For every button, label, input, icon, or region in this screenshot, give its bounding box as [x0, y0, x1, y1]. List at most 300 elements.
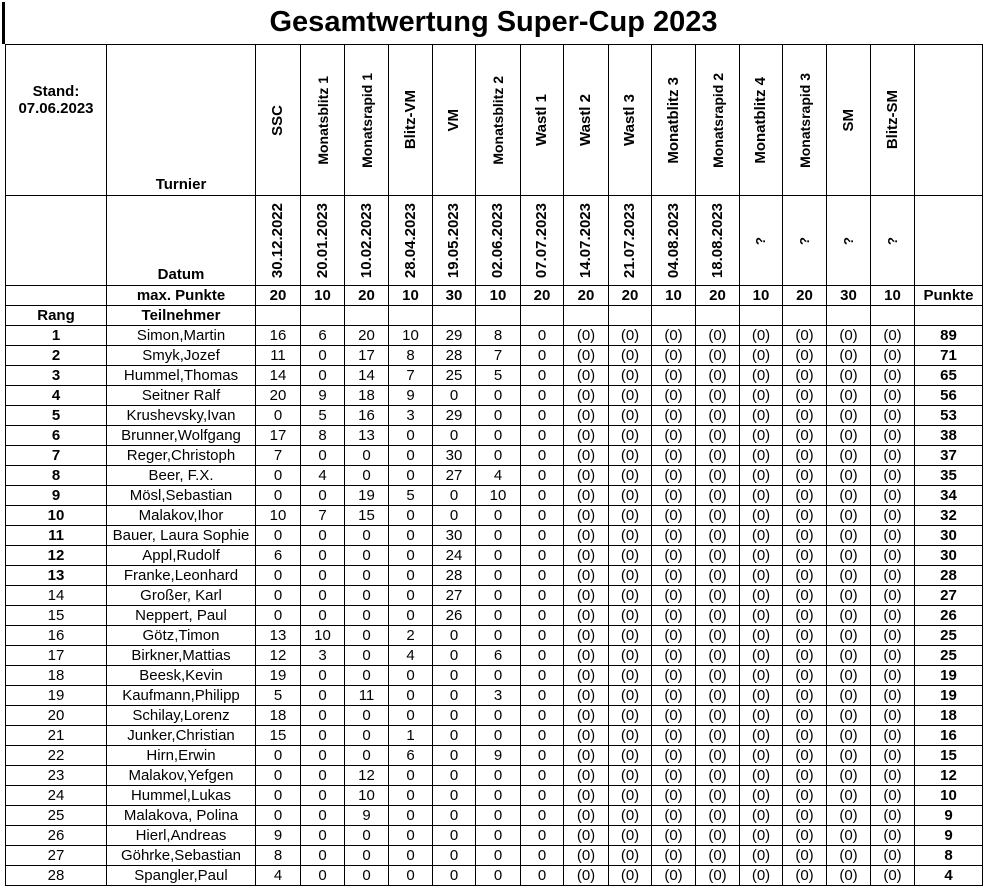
rank-cell: 26 [6, 826, 107, 846]
score-cell: 30 [433, 446, 476, 466]
score-cell: 9 [476, 746, 521, 766]
score-cell: 13 [256, 626, 301, 646]
score-cell: (0) [652, 806, 696, 826]
score-cell: (0) [827, 866, 871, 886]
tournament-date-wrap [740, 196, 782, 285]
score-cell: (0) [609, 386, 652, 406]
score-cell: 0 [476, 766, 521, 786]
score-cell: (0) [783, 846, 827, 866]
rank-cell: 6 [6, 426, 107, 446]
score-cell: 19 [256, 666, 301, 686]
score-cell: (0) [740, 846, 783, 866]
score-cell: 16 [256, 326, 301, 346]
score-cell: (0) [783, 546, 827, 566]
empty-cell [345, 306, 389, 326]
score-cell: (0) [564, 566, 609, 586]
score-cell: (0) [783, 646, 827, 666]
tournament-date-wrap [256, 196, 300, 285]
score-cell: 3 [301, 646, 345, 666]
score-cell: (0) [696, 386, 740, 406]
stand-label: Stand: [32, 83, 80, 100]
score-cell: 0 [345, 566, 389, 586]
score-cell: 25 [433, 366, 476, 386]
score-cell: (0) [827, 786, 871, 806]
score-cell: (0) [652, 666, 696, 686]
score-cell: 0 [433, 846, 476, 866]
table-row [6, 766, 983, 786]
rank-cell: 10 [6, 506, 107, 526]
tournament-date-wrap [521, 196, 563, 285]
table-row [6, 666, 983, 686]
score-cell: (0) [609, 806, 652, 826]
tournament-date-wrap [652, 196, 695, 285]
score-cell: (0) [652, 506, 696, 526]
score-cell: 0 [301, 846, 345, 866]
tournament-date: ? [884, 236, 900, 245]
score-cell: 0 [256, 526, 301, 546]
tournament-date: 14.07.2023 [577, 202, 594, 279]
player-name: Reger,Christoph [107, 446, 256, 466]
rank-cell: 28 [6, 866, 107, 886]
score-cell: (0) [827, 346, 871, 366]
score-cell: (0) [696, 566, 740, 586]
player-name: Junker,Christian [107, 726, 256, 746]
score-cell: (0) [740, 486, 783, 506]
rank-cell: 15 [6, 606, 107, 626]
score-cell: 20 [256, 386, 301, 406]
score-cell: (0) [827, 586, 871, 606]
score-cell: 0 [476, 846, 521, 866]
score-cell: (0) [871, 666, 915, 686]
score-cell: 0 [301, 746, 345, 766]
score-cell: 0 [433, 826, 476, 846]
table-row [6, 586, 983, 606]
max-points-value: 20 [256, 286, 301, 306]
tournament-name-cell [827, 45, 871, 196]
tournament-name-cell [740, 45, 783, 196]
tournament-date-cell [652, 196, 696, 286]
player-name: Malakov,Ihor [107, 506, 256, 526]
score-cell: 2 [389, 626, 433, 646]
score-cell: 0 [476, 626, 521, 646]
score-cell: 0 [389, 606, 433, 626]
player-name: Mösl,Sebastian [107, 486, 256, 506]
score-cell: (0) [871, 826, 915, 846]
score-cell: 0 [476, 566, 521, 586]
score-cell: 9 [345, 806, 389, 826]
score-cell: (0) [783, 726, 827, 746]
score-cell: (0) [564, 706, 609, 726]
score-cell: (0) [609, 606, 652, 626]
tournament-name-cell [301, 45, 345, 196]
max-points-value: 10 [871, 286, 915, 306]
score-cell: 0 [521, 406, 564, 426]
total-points: 53 [915, 406, 983, 426]
score-cell: (0) [696, 426, 740, 446]
score-cell: (0) [564, 606, 609, 626]
score-cell: 0 [389, 466, 433, 486]
rank-cell: 2 [6, 346, 107, 366]
score-cell: 0 [433, 706, 476, 726]
score-cell: (0) [652, 826, 696, 846]
score-cell: 6 [301, 326, 345, 346]
score-cell: 0 [433, 786, 476, 806]
score-cell: (0) [827, 446, 871, 466]
score-cell: 0 [476, 426, 521, 446]
score-cell: (0) [827, 326, 871, 346]
score-cell: (0) [740, 866, 783, 886]
datum-label: Datum [107, 196, 256, 286]
score-cell: (0) [609, 666, 652, 686]
score-cell: 0 [521, 486, 564, 506]
total-points: 27 [915, 586, 983, 606]
score-cell: 0 [345, 646, 389, 666]
score-cell: (0) [827, 386, 871, 406]
score-cell: (0) [696, 866, 740, 886]
table-row [6, 566, 983, 586]
score-cell: (0) [564, 666, 609, 686]
stand-cell [6, 45, 107, 196]
score-cell: 4 [256, 866, 301, 886]
table-row [6, 806, 983, 826]
tournament-date-wrap [476, 196, 520, 285]
score-cell: 10 [345, 786, 389, 806]
score-cell: 0 [301, 686, 345, 706]
empty-cell [433, 306, 476, 326]
score-cell: (0) [783, 786, 827, 806]
punkte-label: Punkte [915, 286, 983, 306]
score-cell: 0 [433, 506, 476, 526]
score-cell: 0 [389, 786, 433, 806]
score-cell: 0 [301, 526, 345, 546]
empty-cell [915, 45, 983, 196]
tournament-date-wrap [827, 196, 870, 285]
tournament-name: Monatsrapid 1 [358, 72, 375, 168]
tournament-date-cell [433, 196, 476, 286]
tournament-name-wrap [433, 45, 475, 195]
rank-cell: 13 [6, 566, 107, 586]
score-cell: 10 [256, 506, 301, 526]
max-points-value: 20 [521, 286, 564, 306]
score-cell: (0) [827, 826, 871, 846]
tournament-name-cell [345, 45, 389, 196]
score-cell: (0) [871, 866, 915, 886]
table-row [6, 446, 983, 466]
rank-cell: 18 [6, 666, 107, 686]
score-cell: (0) [740, 786, 783, 806]
score-cell: 0 [345, 466, 389, 486]
score-cell: 6 [476, 646, 521, 666]
score-cell: (0) [609, 706, 652, 726]
score-cell: (0) [564, 846, 609, 866]
score-cell: 17 [345, 346, 389, 366]
tournament-name: SM [839, 108, 857, 132]
total-points: 4 [915, 866, 983, 886]
score-cell: (0) [609, 446, 652, 466]
score-cell: 0 [476, 666, 521, 686]
score-cell: (0) [564, 586, 609, 606]
score-cell: 28 [433, 566, 476, 586]
score-cell: 0 [256, 486, 301, 506]
score-cell: 0 [521, 386, 564, 406]
rang-label: Rang [6, 306, 107, 326]
total-points: 25 [915, 646, 983, 666]
score-cell: 0 [521, 466, 564, 486]
score-cell: (0) [652, 626, 696, 646]
score-cell: 19 [345, 486, 389, 506]
score-cell: 9 [256, 826, 301, 846]
max-points-value: 20 [564, 286, 609, 306]
table-row [6, 526, 983, 546]
score-cell: (0) [609, 526, 652, 546]
score-cell: (0) [564, 366, 609, 386]
player-name: Malakova, Polina [107, 806, 256, 826]
player-name: Hirn,Erwin [107, 746, 256, 766]
score-cell: (0) [564, 646, 609, 666]
table-row [6, 646, 983, 666]
score-cell: (0) [783, 706, 827, 726]
score-cell: (0) [740, 706, 783, 726]
player-name: Krushevsky,Ivan [107, 406, 256, 426]
score-cell: 10 [389, 326, 433, 346]
score-cell: 0 [433, 486, 476, 506]
tournament-name-wrap [696, 45, 739, 195]
tournament-name-wrap [389, 45, 432, 195]
score-cell: (0) [609, 486, 652, 506]
tournament-date-cell [301, 196, 345, 286]
tournament-date: 04.08.2023 [664, 202, 682, 279]
table-row [6, 686, 983, 706]
score-cell: 0 [345, 546, 389, 566]
score-cell: (0) [696, 726, 740, 746]
score-cell: 0 [345, 846, 389, 866]
score-cell: 8 [301, 426, 345, 446]
tournament-name-wrap [301, 45, 344, 195]
tournament-date: 18.08.2023 [708, 202, 726, 279]
max-points-value: 20 [696, 286, 740, 306]
score-cell: 0 [256, 606, 301, 626]
score-cell: (0) [609, 626, 652, 646]
score-cell: 0 [521, 586, 564, 606]
tournament-name-cell [389, 45, 433, 196]
score-cell: 0 [389, 806, 433, 826]
score-cell: (0) [871, 686, 915, 706]
score-cell: (0) [696, 406, 740, 426]
total-points: 65 [915, 366, 983, 386]
score-cell: 0 [521, 826, 564, 846]
score-cell: 0 [345, 526, 389, 546]
score-cell: 6 [389, 746, 433, 766]
score-cell: (0) [827, 426, 871, 446]
score-cell: 0 [521, 566, 564, 586]
tournament-name-wrap [783, 45, 826, 195]
score-cell: (0) [609, 506, 652, 526]
score-cell: (0) [740, 646, 783, 666]
total-points: 15 [915, 746, 983, 766]
tournament-date-cell [740, 196, 783, 286]
tournament-name-wrap [256, 45, 300, 195]
score-cell: (0) [871, 726, 915, 746]
score-cell: 0 [301, 486, 345, 506]
tournament-date-wrap [345, 196, 388, 285]
score-cell: (0) [740, 766, 783, 786]
score-cell: 0 [301, 366, 345, 386]
tournament-name-cell [433, 45, 476, 196]
score-cell: (0) [609, 546, 652, 566]
score-cell: 10 [301, 626, 345, 646]
score-cell: 0 [389, 866, 433, 886]
score-cell: 0 [433, 646, 476, 666]
score-cell: (0) [783, 366, 827, 386]
tournament-date-cell [564, 196, 609, 286]
table-row [6, 326, 983, 346]
tournament-date: 21.07.2023 [621, 202, 638, 279]
table-row [6, 366, 983, 386]
score-cell: 0 [476, 806, 521, 826]
score-cell: 0 [389, 666, 433, 686]
score-cell: 0 [476, 606, 521, 626]
score-cell: (0) [652, 486, 696, 506]
score-cell: (0) [696, 446, 740, 466]
score-cell: (0) [827, 666, 871, 686]
score-cell: (0) [827, 766, 871, 786]
score-cell: (0) [871, 706, 915, 726]
score-cell: (0) [564, 726, 609, 746]
score-cell: 0 [433, 626, 476, 646]
score-cell: (0) [652, 786, 696, 806]
score-cell: (0) [827, 466, 871, 486]
score-cell: (0) [827, 706, 871, 726]
score-cell: 0 [301, 566, 345, 586]
score-cell: 0 [256, 406, 301, 426]
score-cell: 30 [433, 526, 476, 546]
empty-cell [301, 306, 345, 326]
score-cell: 0 [256, 746, 301, 766]
score-cell: 0 [521, 666, 564, 686]
score-cell: 5 [389, 486, 433, 506]
score-cell: 16 [345, 406, 389, 426]
score-cell: 0 [389, 686, 433, 706]
score-cell: 8 [476, 326, 521, 346]
empty-cell [871, 306, 915, 326]
score-cell: (0) [696, 466, 740, 486]
score-cell: (0) [609, 846, 652, 866]
rank-cell: 12 [6, 546, 107, 566]
stand-date: 07.06.2023 [18, 100, 94, 117]
max-points-value: 20 [609, 286, 652, 306]
table-row [6, 706, 983, 726]
score-cell: (0) [783, 426, 827, 446]
rank-cell: 22 [6, 746, 107, 766]
score-cell: (0) [696, 326, 740, 346]
total-points: 9 [915, 806, 983, 826]
score-cell: (0) [609, 426, 652, 446]
empty-cell [652, 306, 696, 326]
score-cell: (0) [827, 526, 871, 546]
score-cell: 0 [476, 826, 521, 846]
score-cell: (0) [652, 426, 696, 446]
score-cell: (0) [564, 486, 609, 506]
max-points-value: 10 [652, 286, 696, 306]
score-cell: 4 [389, 646, 433, 666]
empty-cell [389, 306, 433, 326]
tournament-name-cell [652, 45, 696, 196]
score-cell: 18 [345, 386, 389, 406]
score-cell: 0 [521, 646, 564, 666]
rank-cell: 5 [6, 406, 107, 426]
total-points: 18 [915, 706, 983, 726]
score-cell: 7 [389, 366, 433, 386]
score-cell: 0 [476, 506, 521, 526]
score-cell: (0) [783, 806, 827, 826]
score-cell: (0) [871, 566, 915, 586]
tournament-date-wrap [433, 196, 475, 285]
score-cell: (0) [609, 766, 652, 786]
total-points: 28 [915, 566, 983, 586]
total-points: 30 [915, 546, 983, 566]
score-cell: (0) [652, 346, 696, 366]
score-cell: 0 [521, 746, 564, 766]
rank-cell: 21 [6, 726, 107, 746]
score-cell: 0 [345, 866, 389, 886]
empty-cell [6, 286, 107, 306]
participants-header-row [6, 306, 983, 326]
score-cell: (0) [871, 346, 915, 366]
tournament-name: Monatsblitz 2 [490, 75, 506, 165]
turnier-label: Turnier [107, 45, 256, 196]
score-cell: (0) [609, 686, 652, 706]
score-cell: (0) [696, 786, 740, 806]
score-cell: (0) [564, 426, 609, 446]
score-cell: (0) [871, 806, 915, 826]
total-points: 34 [915, 486, 983, 506]
score-cell: 0 [345, 586, 389, 606]
score-cell: 0 [521, 686, 564, 706]
player-name: Bauer, Laura Sophie [107, 526, 256, 546]
score-cell: 0 [433, 426, 476, 446]
tournament-date: ? [840, 236, 856, 245]
rank-cell: 23 [6, 766, 107, 786]
score-cell: (0) [827, 506, 871, 526]
empty-cell [564, 306, 609, 326]
rank-cell: 27 [6, 846, 107, 866]
score-cell: (0) [609, 466, 652, 486]
score-cell: 5 [256, 686, 301, 706]
score-cell: (0) [871, 366, 915, 386]
score-cell: 0 [476, 726, 521, 746]
score-cell: 0 [301, 786, 345, 806]
rank-cell: 25 [6, 806, 107, 826]
tournament-date-cell [476, 196, 521, 286]
score-cell: (0) [564, 866, 609, 886]
score-cell: 8 [389, 346, 433, 366]
total-points: 35 [915, 466, 983, 486]
player-name: Smyk,Jozef [107, 346, 256, 366]
tournament-date-cell [521, 196, 564, 286]
score-cell: (0) [871, 386, 915, 406]
score-cell: (0) [609, 826, 652, 846]
score-cell: (0) [740, 506, 783, 526]
score-cell: 0 [256, 566, 301, 586]
score-cell: 0 [389, 566, 433, 586]
score-cell: (0) [652, 646, 696, 666]
table-row [6, 386, 983, 406]
tournament-name-wrap [521, 45, 563, 195]
tournament-header-row [6, 45, 983, 196]
teilnehmer-label: Teilnehmer [107, 306, 256, 326]
score-cell: (0) [696, 606, 740, 626]
score-cell: 12 [256, 646, 301, 666]
